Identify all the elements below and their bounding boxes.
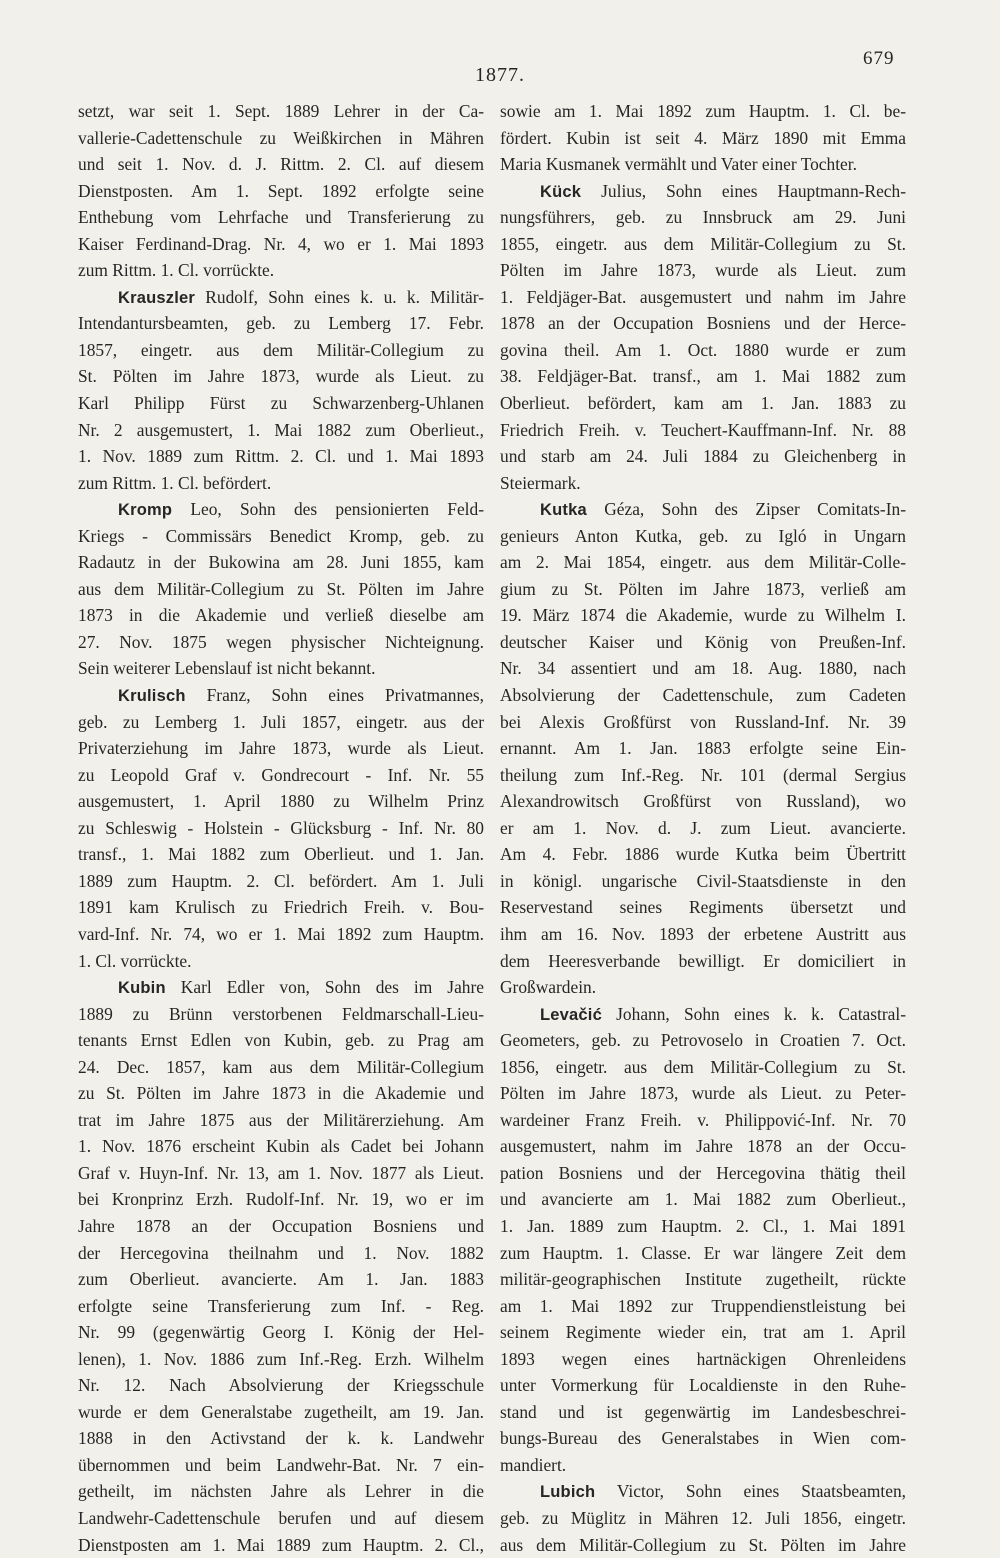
- text-line: Steiermark.: [500, 472, 581, 493]
- text-line: Graf v. Huyn-Inf. Nr. 13, am 1. Nov. 1877 als Lieut.: [78, 1162, 484, 1183]
- text-line: 1. Nov. 1889 zum Rittm. 2. Cl. und 1. Mai 1893: [78, 446, 484, 467]
- text-line: 1856, eingetr. aus dem Militär-Collegium zu St.: [500, 1056, 906, 1077]
- text-line: tenants Ernst Edlen von Kubin, geb. zu Prag am: [78, 1030, 484, 1051]
- text-line: Großwardein.: [500, 977, 597, 998]
- text-line: seinem Regimente wieder ein, trat am 1. April: [500, 1322, 906, 1343]
- text-line: fördert. Kubin ist seit 4. März 1890 mit Emma: [500, 127, 906, 148]
- text-line: Dienstposten am 1. Mai 1889 zum Hauptm. 2. Cl.,: [78, 1534, 484, 1555]
- text-line: Am 4. Febr. 1886 wurde Kutka beim Übertritt: [500, 844, 906, 865]
- text-line: Alexandrowitsch Großfürst von Russland), wo: [500, 791, 906, 812]
- text-line: Sein weiterer Lebenslauf ist nicht bekannt.: [78, 658, 376, 679]
- entry-first-line: [78, 284, 484, 311]
- text-line: genieurs Anton Kutka, geb. zu Igló in Ungarn: [500, 525, 906, 546]
- entry-text: Franz, Sohn eines Privatmannes,: [185, 685, 484, 706]
- text-line: Jahre 1878 an der Occupation Bosniens und: [78, 1215, 484, 1236]
- text-line: nungsführers, geb. zu Innsbruck am 29. Juni: [500, 207, 906, 228]
- text-line: Radautz in der Bukowina am 28. Juni 1855, kam: [78, 552, 484, 573]
- entry-first-line: [500, 1001, 906, 1028]
- entry-first-line: [78, 496, 484, 523]
- text-line: govina theil. Am 1. Oct. 1880 wurde er zum: [500, 339, 906, 360]
- entry-text: Johann, Sohn eines k. k. Catastral-: [601, 1003, 906, 1024]
- text-line: Kaiser Ferdinand-Drag. Nr. 4, wo er 1. Mai 1893: [78, 233, 484, 254]
- text-line: 1. Jan. 1889 zum Hauptm. 2. Cl., 1. Mai 1891: [500, 1215, 906, 1236]
- text-line: gium zu St. Pölten im Jahre 1873, verließ am: [500, 578, 906, 599]
- text-line: geb. zu Lemberg 1. Juli 1857, eingetr. aus der: [78, 711, 484, 732]
- text-line: und seit 1. Nov. d. J. Rittm. 2. Cl. auf diesem: [78, 154, 484, 175]
- text-line: am 2. Mai 1854, eingetr. aus dem Militär-Colle-: [500, 552, 906, 573]
- text-line: dem Heeresverbande bewilligt. Er domiciliert in: [500, 950, 906, 971]
- entry-text: Victor, Sohn eines Staatsbeamten,: [595, 1481, 906, 1502]
- text-line: militär-geographischen Institute zugetheilt, rückte: [500, 1269, 906, 1290]
- text-line: und starb am 24. Juli 1884 zu Gleichenberg in: [500, 446, 906, 467]
- text-line: bei Kronprinz Erzh. Rudolf-Inf. Nr. 19, wo er im: [78, 1189, 484, 1210]
- text-line: vard-Inf. Nr. 74, wo er 1. Mai 1892 zum Hauptm.: [78, 923, 484, 944]
- left-column: [78, 98, 484, 1558]
- entry-first-line: [78, 682, 484, 709]
- text-line: zu Schleswig - Holstein - Glücksburg - Inf. Nr. 80: [78, 817, 484, 838]
- entry-text: Karl Edler von, Sohn des im Jahre: [165, 977, 484, 998]
- text-line: er am 1. Nov. d. J. zum Lieut. avancierte.: [500, 817, 906, 838]
- text-line: Dienstposten. Am 1. Sept. 1892 erfolgte seine: [78, 180, 484, 201]
- text-line: 1889 zu Brünn verstorbenen Feldmarschall-Lieu-: [78, 1003, 484, 1024]
- text-line: der Hercegovina theilnahm und 1. Nov. 1882: [78, 1242, 484, 1263]
- text-line: Enthebung vom Lehrfache und Transferierung zu: [78, 207, 484, 228]
- text-line: 1888 in den Activstand der k. k. Landwehr: [78, 1428, 484, 1449]
- entry-name: Kutka: [540, 501, 587, 520]
- entry-name: Levačić: [540, 1005, 602, 1024]
- text-line: 1. Feldjäger-Bat. ausgemustert und nahm im Jahre: [500, 286, 906, 307]
- text-line: Karl Philipp Fürst zu Schwarzenberg-Uhlanen: [78, 393, 484, 414]
- text-line: 38. Feldjäger-Bat. transf., am 1. Mai 1882 zum: [500, 366, 906, 387]
- text-line: 1857, eingetr. aus dem Militär-Collegium zu: [78, 339, 484, 360]
- text-line: ausgemustert, 1. April 1880 zu Wilhelm Prinz: [78, 791, 484, 812]
- right-column: [500, 98, 906, 1558]
- text-line: erfolgte seine Transferierung zum Inf. - Reg.: [78, 1295, 484, 1316]
- text-line: Maria Kusmanek vermählt und Vater einer Tochter.: [500, 154, 857, 175]
- text-line: aus dem Militär-Collegium zu St. Pölten im Jahre: [78, 578, 484, 599]
- text-line: am 1. Mai 1892 zur Truppendienstleistung bei: [500, 1295, 906, 1316]
- text-line: 1855, eingetr. aus dem Militär-Collegium zu St.: [500, 233, 906, 254]
- text-line: Pölten im Jahre 1873, wurde als Lieut. zu Peter-: [500, 1083, 906, 1104]
- text-line: 24. Dec. 1857, kam aus dem Militär-Collegium: [78, 1056, 484, 1077]
- text-line: 1889 zum Hauptm. 2. Cl. befördert. Am 1. Juli: [78, 870, 484, 891]
- year-header: 1877.: [475, 64, 525, 86]
- text-line: zum Oberlieut. avancierte. Am 1. Jan. 1883: [78, 1269, 484, 1290]
- text-line: transf., 1. Mai 1882 zum Oberlieut. und 1. Jan.: [78, 844, 484, 865]
- text-line: zu Leopold Graf v. Gondrecourt - Inf. Nr. 55: [78, 764, 484, 785]
- text-line: stand und ist gegenwärtig im Landesbeschrei-: [500, 1401, 906, 1422]
- text-line: 1878 an der Occupation Bosniens und der Herce-: [500, 313, 906, 334]
- entry-name: Kubin: [118, 979, 166, 998]
- text-line: Nr. 2 ausgemustert, 1. Mai 1882 zum Oberlieut.,: [78, 419, 484, 440]
- text-line: setzt, war seit 1. Sept. 1889 Lehrer in der Ca-: [78, 101, 484, 121]
- entry-text: Leo, Sohn des pensionierten Feld-: [172, 499, 484, 520]
- entry-text: Rudolf, Sohn eines k. u. k. Militär-: [195, 286, 484, 307]
- text-line: wurde er dem Generalstabe zugetheilt, am 19. Jan.: [78, 1401, 484, 1422]
- text-line: Nr. 34 assentiert und am 18. Aug. 1880, nach: [500, 658, 906, 679]
- entry-name: Krulisch: [118, 687, 186, 706]
- text-line: getheilt, im nächsten Jahre als Lehrer in die: [78, 1481, 484, 1502]
- text-line: 1891 kam Krulisch zu Friedrich Freih. v. Bou-: [78, 897, 484, 918]
- entry-name: Krauszler: [118, 288, 196, 307]
- text-line: in königl. ungarische Civil-Staatsdienste in den: [500, 870, 906, 891]
- text-line: deutscher Kaiser und König von Preußen-Inf.: [500, 631, 906, 652]
- text-line: Pölten im Jahre 1873, wurde als Lieut. zum: [500, 260, 906, 281]
- text-line: 1893 wegen eines hartnäckigen Ohrenleidens: [500, 1348, 906, 1369]
- text-line: aus dem Militär-Collegium zu St. Pölten im Jahre: [500, 1534, 906, 1555]
- text-line: unter Vormerkung für Localdienste in den Ruhe-: [500, 1375, 906, 1396]
- text-line: zum Rittm. 1. Cl. vorrückte.: [78, 260, 275, 281]
- text-line: zum Hauptm. 1. Classe. Er war längere Zeit dem: [500, 1242, 906, 1263]
- text-line: Intendantursbeamten, geb. zu Lemberg 17. Febr.: [78, 313, 484, 334]
- text-line: zu St. Pölten im Jahre 1873 in die Akademie und: [78, 1083, 484, 1104]
- text-line: bei Alexis Großfürst von Russland-Inf. Nr. 39: [500, 711, 906, 732]
- entry-first-line: [78, 974, 484, 1001]
- text-line: Nr. 99 (gegenwärtig Georg I. König der Hel-: [78, 1322, 484, 1343]
- entry-text: Julius, Sohn eines Hauptmann-Rech-: [581, 180, 906, 201]
- text-line: Nr. 12. Nach Absolvierung der Kriegsschule: [78, 1375, 484, 1396]
- text-line: St. Pölten im Jahre 1873, wurde als Lieut. zu: [78, 366, 484, 387]
- text-line: geb. zu Müglitz in Mähren 12. Juli 1856, eingetr.: [500, 1507, 906, 1528]
- text-line: ihm am 16. Nov. 1893 der erbetene Austritt aus: [500, 923, 906, 944]
- text-line: Landwehr-Cadettenschule berufen und auf diesem: [78, 1507, 484, 1528]
- entry-name: Lubich: [540, 1483, 596, 1502]
- text-line: und avancierte am 1. Mai 1882 zum Oberlieut.,: [500, 1189, 906, 1210]
- text-line: 1873 in die Akademie und verließ dieselbe am: [78, 605, 484, 626]
- text-line: Absolvierung der Cadettenschule, zum Cadeten: [500, 685, 906, 706]
- text-line: lenen), 1. Nov. 1886 zum Inf.-Reg. Erzh. Wilhelm: [78, 1348, 484, 1369]
- entry-first-line: [500, 496, 906, 523]
- entry-name: Kück: [540, 182, 582, 201]
- text-line: trat im Jahre 1875 aus der Militärerziehung. Am: [78, 1109, 484, 1130]
- text-line: Reservestand seines Regiments übersetzt und: [500, 897, 906, 918]
- text-line: bungs-Bureau des Generalstabes in Wien com-: [500, 1428, 906, 1449]
- text-line: ernannt. Am 1. Jan. 1883 erfolgte seine Ein-: [500, 738, 906, 759]
- page-number: 679: [863, 48, 895, 69]
- text-line: mandiert.: [500, 1454, 567, 1475]
- text-line: 1. Cl. vorrückte.: [78, 950, 192, 971]
- text-line: theilung zum Inf.-Reg. Nr. 101 (dermal Sergius: [500, 764, 906, 785]
- text-line: ausgemustert, nahm im Jahre 1878 an der Occu-: [500, 1136, 906, 1157]
- text-line: zum Rittm. 1. Cl. befördert.: [78, 472, 272, 493]
- entry-first-line: [500, 178, 906, 205]
- text-line: vallerie-Cadettenschule zu Weißkirchen in Mähren: [78, 127, 484, 148]
- text-line: Oberlieut. befördert, kam am 1. Jan. 1883 zu: [500, 393, 906, 414]
- entry-text: Géza, Sohn des Zipser Comitats-In-: [586, 499, 906, 520]
- text-line: Geometers, geb. zu Petrovoselo in Croatien 7. Oct.: [500, 1030, 906, 1051]
- text-line: sowie am 1. Mai 1892 zum Hauptm. 1. Cl. be-: [500, 101, 906, 121]
- text-line: Kriegs - Commissärs Benedict Kromp, geb. zu: [78, 525, 484, 546]
- entry-name: Kromp: [118, 501, 173, 520]
- entry-first-line: [500, 1478, 906, 1505]
- text-line: Friedrich Freih. v. Teuchert-Kauffmann-Inf. Nr. 88: [500, 419, 906, 440]
- text-line: 27. Nov. 1875 wegen physischer Nichteignung.: [78, 631, 484, 652]
- text-line: 19. März 1874 die Akademie, wurde zu Wilhelm I.: [500, 605, 906, 626]
- text-line: pation Bosniens und der Hercegovina thätig theil: [500, 1162, 906, 1183]
- text-line: übernommen und beim Landwehr-Bat. Nr. 7 ein-: [78, 1454, 484, 1475]
- text-line: Privaterziehung im Jahre 1873, wurde als Lieut.: [78, 738, 484, 759]
- text-line: 1. Nov. 1876 erscheint Kubin als Cadet bei Johann: [78, 1136, 484, 1157]
- text-line: wardeiner Franz Freih. v. Philippović-Inf. Nr. 70: [500, 1109, 906, 1130]
